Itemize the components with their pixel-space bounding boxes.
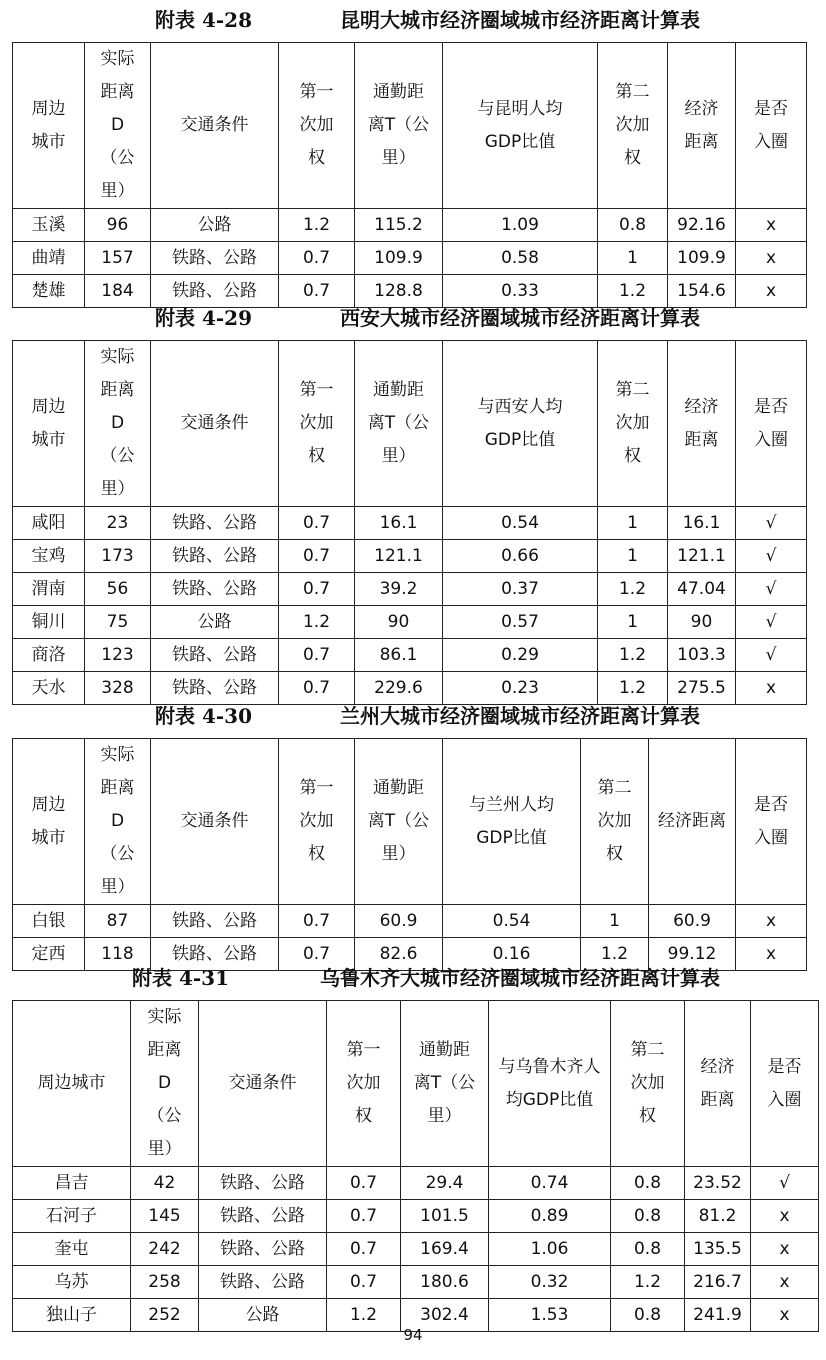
cell-gdp-ratio: 0.58 <box>443 242 598 275</box>
cell-transport: 铁路、公路 <box>151 507 279 540</box>
table-row <box>13 1266 819 1299</box>
cell-weight1: 0.7 <box>327 1167 401 1200</box>
header-econ-distance: 经济距离 <box>668 341 736 507</box>
cell-distance: 145 <box>131 1200 199 1233</box>
cell-weight2: 1.2 <box>598 639 668 672</box>
cell-gdp-ratio: 1.06 <box>489 1233 611 1266</box>
header-transport: 交通条件 <box>199 1001 327 1167</box>
cell-commute: 229.6 <box>355 672 443 705</box>
header-row <box>13 1001 819 1167</box>
cell-city: 独山子 <box>13 1299 131 1332</box>
cell-commute: 115.2 <box>355 209 443 242</box>
table-row <box>13 573 807 606</box>
cell-econ-distance: 275.5 <box>668 672 736 705</box>
header-weight2: 第二次加权 <box>581 739 649 905</box>
cell-distance: 328 <box>85 672 151 705</box>
cell-distance: 96 <box>85 209 151 242</box>
cell-distance: 23 <box>85 507 151 540</box>
cell-distance: 184 <box>85 275 151 308</box>
cell-econ-distance: 92.16 <box>668 209 736 242</box>
table-title: 昆明大城市经济圈域城市经济距离计算表 <box>340 8 700 32</box>
cell-weight1: 1.2 <box>279 606 355 639</box>
cell-gdp-ratio: 1.09 <box>443 209 598 242</box>
cell-econ-distance: 23.52 <box>685 1167 751 1200</box>
cell-commute: 39.2 <box>355 573 443 606</box>
cell-in-circle: x <box>736 672 807 705</box>
cell-weight2: 1 <box>598 507 668 540</box>
cell-gdp-ratio: 0.54 <box>443 905 581 938</box>
header-econ-distance: 经济距离 <box>685 1001 751 1167</box>
header-gdp-ratio: 与西安人均GDP比值 <box>443 341 598 507</box>
economic-distance-table <box>12 340 807 705</box>
cell-weight1: 0.7 <box>279 540 355 573</box>
cell-city: 咸阳 <box>13 507 85 540</box>
table-caption <box>155 302 252 334</box>
cell-in-circle: √ <box>736 639 807 672</box>
cell-weight2: 0.8 <box>611 1233 685 1266</box>
cell-city: 乌苏 <box>13 1266 131 1299</box>
cell-transport: 铁路、公路 <box>151 672 279 705</box>
cell-distance: 258 <box>131 1266 199 1299</box>
cell-distance: 252 <box>131 1299 199 1332</box>
cell-transport: 铁路、公路 <box>151 905 279 938</box>
cell-transport: 铁路、公路 <box>199 1200 327 1233</box>
cell-weight1: 1.2 <box>327 1299 401 1332</box>
cell-econ-distance: 47.04 <box>668 573 736 606</box>
header-econ-distance: 经济距离 <box>668 43 736 209</box>
cell-gdp-ratio: 1.53 <box>489 1299 611 1332</box>
economic-distance-table <box>12 738 807 971</box>
cell-econ-distance: 135.5 <box>685 1233 751 1266</box>
header-weight1: 第一次加权 <box>327 1001 401 1167</box>
header-weight2: 第二次加权 <box>598 341 668 507</box>
cell-in-circle: x <box>751 1266 819 1299</box>
cell-city: 楚雄 <box>13 275 85 308</box>
cell-distance: 87 <box>85 905 151 938</box>
cell-in-circle: x <box>751 1299 819 1332</box>
cell-city: 奎屯 <box>13 1233 131 1266</box>
cell-weight2: 1 <box>598 606 668 639</box>
cell-in-circle: √ <box>736 573 807 606</box>
cell-transport: 铁路、公路 <box>199 1233 327 1266</box>
cell-weight1: 0.7 <box>279 507 355 540</box>
cell-weight1: 0.7 <box>279 672 355 705</box>
table-title: 乌鲁木齐大城市经济圈域城市经济距离计算表 <box>320 966 720 990</box>
cell-commute: 29.4 <box>401 1167 489 1200</box>
cell-in-circle: √ <box>736 540 807 573</box>
cell-weight2: 1 <box>581 905 649 938</box>
cell-distance: 123 <box>85 639 151 672</box>
cell-city: 白银 <box>13 905 85 938</box>
cell-commute: 302.4 <box>401 1299 489 1332</box>
table-row <box>13 639 807 672</box>
cell-weight1: 0.7 <box>279 938 355 971</box>
cell-econ-distance: 241.9 <box>685 1299 751 1332</box>
cell-weight1: 0.7 <box>279 242 355 275</box>
cell-econ-distance: 81.2 <box>685 1200 751 1233</box>
cell-weight1: 0.7 <box>279 275 355 308</box>
cell-commute: 109.9 <box>355 242 443 275</box>
cell-in-circle: √ <box>736 606 807 639</box>
header-commute: 通勤距离T（公里） <box>401 1001 489 1167</box>
cell-weight2: 0.8 <box>598 209 668 242</box>
header-city: 周边城市 <box>13 1001 131 1167</box>
cell-transport: 铁路、公路 <box>151 639 279 672</box>
cell-commute: 16.1 <box>355 507 443 540</box>
cell-weight2: 1 <box>598 242 668 275</box>
cell-gdp-ratio: 0.57 <box>443 606 598 639</box>
cell-in-circle: x <box>736 242 807 275</box>
cell-gdp-ratio: 0.16 <box>443 938 581 971</box>
cell-transport: 公路 <box>199 1299 327 1332</box>
cell-econ-distance: 103.3 <box>668 639 736 672</box>
economic-distance-table <box>12 42 807 308</box>
cell-gdp-ratio: 0.89 <box>489 1200 611 1233</box>
cell-city: 石河子 <box>13 1200 131 1233</box>
cell-commute: 101.5 <box>401 1200 489 1233</box>
cell-transport: 公路 <box>151 209 279 242</box>
table-row <box>13 1200 819 1233</box>
cell-econ-distance: 90 <box>668 606 736 639</box>
header-in-circle: 是否入圈 <box>751 1001 819 1167</box>
cell-gdp-ratio: 0.32 <box>489 1266 611 1299</box>
cell-weight2: 1 <box>598 540 668 573</box>
header-row <box>13 341 807 507</box>
header-distance: 实际距离D（公里） <box>131 1001 199 1167</box>
cell-econ-distance: 154.6 <box>668 275 736 308</box>
cell-distance: 173 <box>85 540 151 573</box>
cell-commute: 90 <box>355 606 443 639</box>
cell-weight2: 1.2 <box>611 1266 685 1299</box>
cell-distance: 118 <box>85 938 151 971</box>
cell-weight2: 1.2 <box>598 275 668 308</box>
cell-commute: 128.8 <box>355 275 443 308</box>
cell-city: 玉溪 <box>13 209 85 242</box>
cell-in-circle: √ <box>736 507 807 540</box>
header-city: 周边城市 <box>13 43 85 209</box>
cell-weight1: 0.7 <box>279 573 355 606</box>
header-transport: 交通条件 <box>151 739 279 905</box>
cell-transport: 铁路、公路 <box>151 573 279 606</box>
cell-weight2: 0.8 <box>611 1299 685 1332</box>
cell-gdp-ratio: 0.66 <box>443 540 598 573</box>
cell-transport: 铁路、公路 <box>199 1266 327 1299</box>
header-transport: 交通条件 <box>151 43 279 209</box>
table-row <box>13 242 807 275</box>
table-row <box>13 1233 819 1266</box>
header-weight1: 第一次加权 <box>279 341 355 507</box>
table-caption <box>132 962 229 994</box>
cell-weight2: 0.8 <box>611 1167 685 1200</box>
cell-weight2: 1.2 <box>598 672 668 705</box>
header-in-circle: 是否入圈 <box>736 341 807 507</box>
cell-in-circle: x <box>736 905 807 938</box>
header-weight1: 第一次加权 <box>279 43 355 209</box>
cell-commute: 169.4 <box>401 1233 489 1266</box>
header-row <box>13 739 807 905</box>
cell-distance: 56 <box>85 573 151 606</box>
cell-city: 宝鸡 <box>13 540 85 573</box>
cell-in-circle: x <box>751 1233 819 1266</box>
table-caption <box>155 4 252 36</box>
table-row <box>13 905 807 938</box>
table-row <box>13 209 807 242</box>
header-row <box>13 43 807 209</box>
cell-weight1: 0.7 <box>327 1266 401 1299</box>
header-commute: 通勤距离T（公里） <box>355 43 443 209</box>
header-commute: 通勤距离T（公里） <box>355 341 443 507</box>
cell-econ-distance: 216.7 <box>685 1266 751 1299</box>
cell-transport: 铁路、公路 <box>151 938 279 971</box>
cell-city: 铜川 <box>13 606 85 639</box>
cell-weight1: 0.7 <box>327 1233 401 1266</box>
cell-city: 渭南 <box>13 573 85 606</box>
table-caption <box>155 700 252 732</box>
header-weight2: 第二次加权 <box>611 1001 685 1167</box>
cell-gdp-ratio: 0.37 <box>443 573 598 606</box>
cell-in-circle: x <box>736 275 807 308</box>
cell-gdp-ratio: 0.23 <box>443 672 598 705</box>
cell-weight1: 0.7 <box>279 905 355 938</box>
header-city: 周边城市 <box>13 739 85 905</box>
cell-transport: 铁路、公路 <box>151 275 279 308</box>
table-row <box>13 507 807 540</box>
cell-gdp-ratio: 0.74 <box>489 1167 611 1200</box>
header-distance: 实际距离D（公里） <box>85 341 151 507</box>
cell-transport: 铁路、公路 <box>199 1167 327 1200</box>
table-number: 附表 4-29 <box>155 306 253 330</box>
table-title: 兰州大城市经济圈域城市经济距离计算表 <box>340 704 700 728</box>
cell-distance: 42 <box>131 1167 199 1200</box>
table-title: 西安大城市经济圈域城市经济距离计算表 <box>340 306 700 330</box>
cell-econ-distance: 99.12 <box>649 938 736 971</box>
cell-econ-distance: 60.9 <box>649 905 736 938</box>
header-commute: 通勤距离T（公里） <box>355 739 443 905</box>
cell-city: 天水 <box>13 672 85 705</box>
cell-commute: 121.1 <box>355 540 443 573</box>
cell-distance: 75 <box>85 606 151 639</box>
cell-commute: 82.6 <box>355 938 443 971</box>
table-number: 附表 4-31 <box>132 966 230 990</box>
cell-weight1: 0.7 <box>279 639 355 672</box>
cell-in-circle: x <box>736 209 807 242</box>
page-number: 94 <box>403 1326 423 1344</box>
cell-weight2: 0.8 <box>611 1200 685 1233</box>
economic-distance-table <box>12 1000 819 1332</box>
cell-city: 昌吉 <box>13 1167 131 1200</box>
cell-weight2: 1.2 <box>581 938 649 971</box>
header-distance: 实际距离D（公里） <box>85 739 151 905</box>
header-transport: 交通条件 <box>151 341 279 507</box>
cell-commute: 86.1 <box>355 639 443 672</box>
cell-weight1: 0.7 <box>327 1200 401 1233</box>
cell-gdp-ratio: 0.54 <box>443 507 598 540</box>
table-row <box>13 1167 819 1200</box>
cell-city: 商洛 <box>13 639 85 672</box>
cell-transport: 公路 <box>151 606 279 639</box>
cell-weight1: 1.2 <box>279 209 355 242</box>
cell-transport: 铁路、公路 <box>151 540 279 573</box>
table-row <box>13 540 807 573</box>
header-in-circle: 是否入圈 <box>736 43 807 209</box>
header-in-circle: 是否入圈 <box>736 739 807 905</box>
cell-commute: 180.6 <box>401 1266 489 1299</box>
cell-distance: 242 <box>131 1233 199 1266</box>
table-number: 附表 4-30 <box>155 704 253 728</box>
header-gdp-ratio: 与兰州人均GDP比值 <box>443 739 581 905</box>
cell-econ-distance: 16.1 <box>668 507 736 540</box>
header-econ-distance: 经济距离 <box>649 739 736 905</box>
header-gdp-ratio: 与昆明人均GDP比值 <box>443 43 598 209</box>
cell-gdp-ratio: 0.29 <box>443 639 598 672</box>
cell-econ-distance: 109.9 <box>668 242 736 275</box>
cell-city: 曲靖 <box>13 242 85 275</box>
header-gdp-ratio: 与乌鲁木齐人均GDP比值 <box>489 1001 611 1167</box>
cell-weight2: 1.2 <box>598 573 668 606</box>
header-city: 周边城市 <box>13 341 85 507</box>
cell-in-circle: x <box>751 1200 819 1233</box>
cell-in-circle: √ <box>751 1167 819 1200</box>
cell-city: 定西 <box>13 938 85 971</box>
header-distance: 实际距离D（公里） <box>85 43 151 209</box>
table-row <box>13 606 807 639</box>
table-number: 附表 4-28 <box>155 8 253 32</box>
cell-transport: 铁路、公路 <box>151 242 279 275</box>
header-weight1: 第一次加权 <box>279 739 355 905</box>
cell-commute: 60.9 <box>355 905 443 938</box>
cell-in-circle: x <box>736 938 807 971</box>
cell-distance: 157 <box>85 242 151 275</box>
cell-gdp-ratio: 0.33 <box>443 275 598 308</box>
cell-econ-distance: 121.1 <box>668 540 736 573</box>
header-weight2: 第二次加权 <box>598 43 668 209</box>
